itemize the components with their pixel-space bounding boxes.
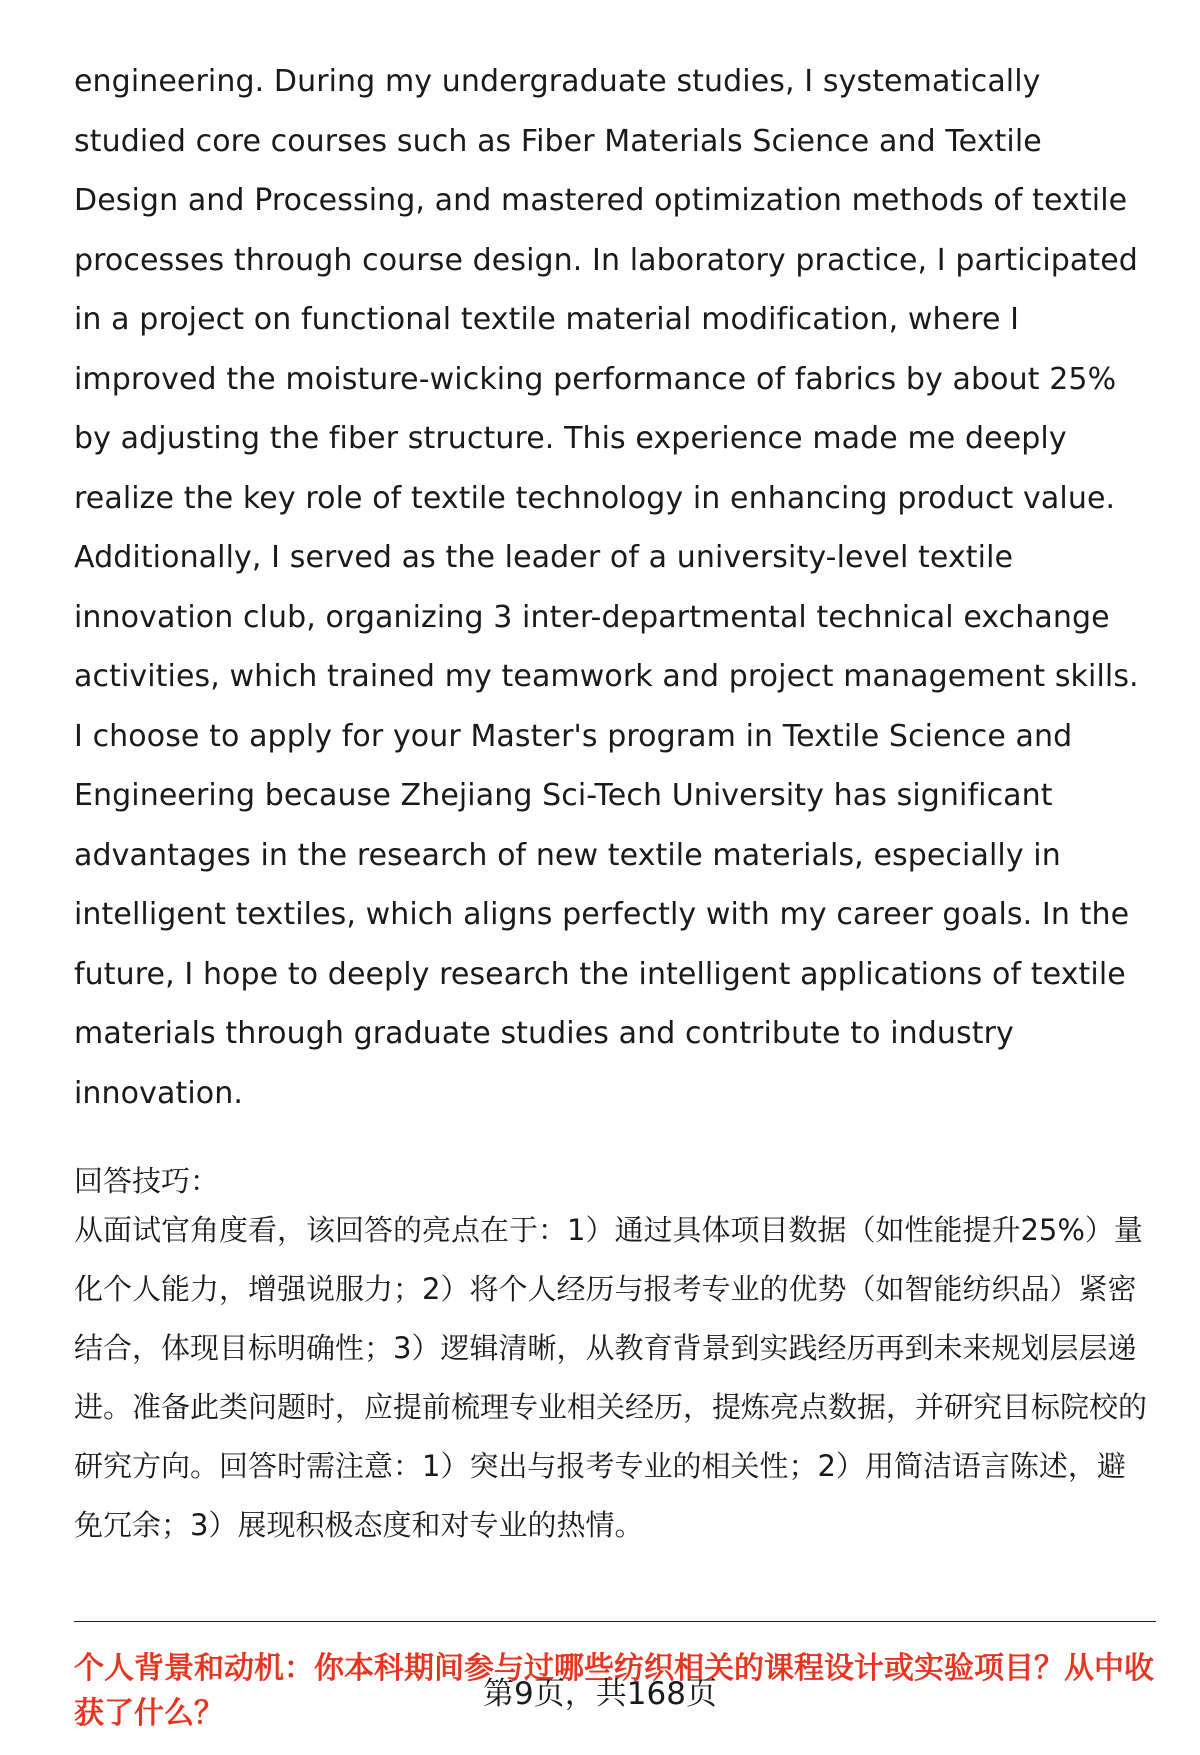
- document-page: [74, 52, 1154, 1736]
- next-question: 个人背景和动机：你本科期间参与过哪些纺织相关的课程设计或实验项目？从中收获了什么？: [74, 1651, 1154, 1731]
- page-footer: 第9页，共168页: [483, 1676, 717, 1712]
- tips-body: 从面试官角度看，该回答的亮点在于：1）通过具体项目数据（如性能提升25%）量化个人能力，增强说服力；2）将个人经历与报考专业的优势（如智能纺织品）紧密结合，体现目标明确性；3）逻辑清晰，从教育背景到实践经历再到未来规划层层递进。准备此类问题时，应提前梳理专业相关经历，提炼亮点数据，并研究目标院校的研究方向。回答时需注意：1）突出与报考专业的相关性；2）用简洁语言陈述，避免冗余；3）展现积极态度和对专业的热情。: [74, 1213, 1148, 1542]
- section-divider: [74, 1621, 1156, 1622]
- answer-paragraph: engineering. During my undergraduate studies, I systematically studied core courses such as Fiber Materials Science and Textile Design and Processing, and mastered optimization methods of textile processes through course design. In laboratory practice, I participated in a project on functional textile material modification, where I improved the moisture-wicking performance of fabrics by about 25% by adjusting the fiber structure. This experience made me deeply realize the key role of textile technology in enhancing product value. Additionally, I served as the leader of a university-level textile innovation club, organizing 3 inter-departmental technical exchange activities, which trained my teamwork and project management skills. I choose to apply for your Master's program in Textile Science and Engineering because Zhejiang Sci-Tech University has significant advantages in the research of new textile materials, especially in intelligent textiles, which aligns perfectly with my career goals. In the future, I hope to deeply research the intelligent applications of textile materials through graduate studies and contribute to industry innovation.: [74, 64, 1139, 1111]
- tips-heading: 回答技巧：: [74, 1164, 220, 1198]
